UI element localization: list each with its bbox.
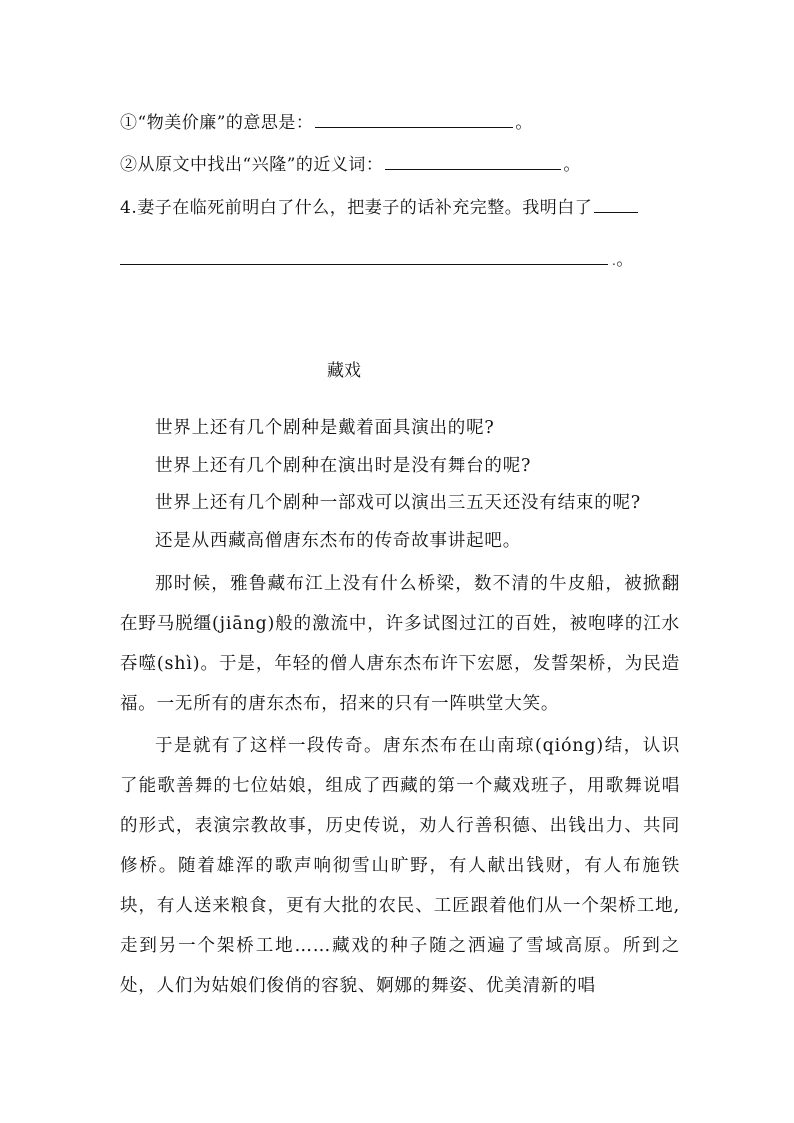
- question-4-end: 。: [616, 250, 634, 270]
- question-4-prompt: 4.妻子在临死前明白了什么，把妻子的话补充完整。我明白了: [120, 198, 593, 218]
- paragraph-3: 世界上还有几个剧种一部戏可以演出三五天还没有结束的呢?: [155, 493, 641, 513]
- paragraph-1: 世界上还有几个剧种是戴着面具演出的呢?: [155, 418, 495, 438]
- article-title: 藏戏: [327, 361, 361, 381]
- paragraph-4: 还是从西藏高僧唐东杰布的传奇故事讲起吧。: [155, 530, 521, 551]
- paragraph-5: 那时候，雅鲁藏布江上没有什么桥梁，数不清的牛皮船，被掀翻在野马脱缰(jiāng)般的激流中，许多试图过江的百姓，被咆哮的江水吞噬(shì)。于是，年轻的僧人唐东杰布许下宏愿，发誓架桥，为民造福。一无所有的唐东杰布，招来的只有一阵哄堂大笑。: [120, 574, 680, 714]
- answer-blank-2[interactable]: [385, 168, 561, 170]
- article-body: [120, 410, 680, 1006]
- question-1-prompt: ①“物美价廉”的意思是：: [120, 113, 314, 133]
- question-2-prompt: ②从原文中找出“兴隆”的近义词：: [120, 155, 384, 175]
- answer-dot: .: [612, 254, 617, 268]
- answer-blank-4b[interactable]: [120, 263, 608, 265]
- answer-blank-4a[interactable]: [594, 211, 638, 213]
- answer-blank-1[interactable]: [315, 126, 513, 128]
- question-4: [120, 193, 640, 218]
- question-2-end: 。: [563, 155, 581, 175]
- question-1: [120, 108, 533, 133]
- paragraph-2: 世界上还有几个剧种在演出时是没有舞台的呢?: [155, 455, 532, 476]
- paragraph-6: 于是就有了这样一段传奇。唐东杰布在山南琼(qióng)结，认识了能歌善舞的七位姑娘，组成了西藏的第一个藏戏班子，用歌舞说唱的形式，表演宗教故事，历史传说，劝人行善积德、出钱出力、共同修桥。随着雄浑的歌声响彻雪山旷野，有人献出钱财，有人布施铁块，有人送来粮食，更有大批的农民、工匠跟着他们从一个架桥工地,走到另一个架桥工地……藏戏的种子随之洒遍了雪域高原。所到之处，人们为姑娘们俊俏的容貌、婀娜的舞姿、优美清新的唱: [120, 736, 680, 996]
- question-1-end: 。: [515, 113, 533, 133]
- question-4-answer-line: [120, 245, 634, 270]
- question-2: [120, 150, 581, 175]
